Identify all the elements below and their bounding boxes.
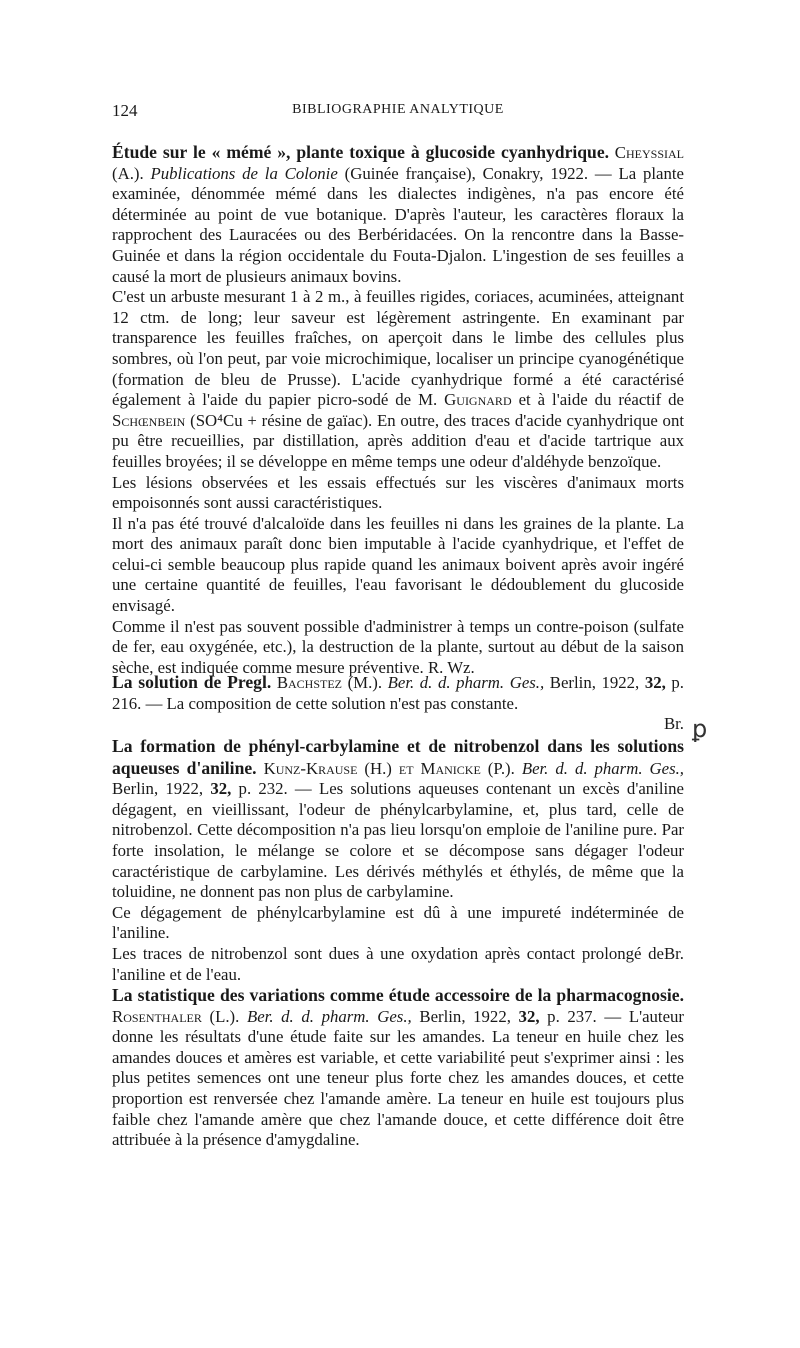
paragraph-text: (SO⁴Cu + résine de gaïac). En outre, des traces d'acide cyanhydrique ont pu être recueillies, par distillation, après addition d'eau et d'acide tartrique aux feuilles broyées; il se développe en même temps une odeur d'aldéhyde benzoïque. — [112, 410, 685, 471]
article-pregl — [112, 672, 684, 735]
paragraph: Les solutions aqueuses contenant un excès d'aniline dégagent, en vieillissant, l'odeur de phénylcarbylamine, et, plus tard, celle de nitrobenzol. Cette décomposition n'a pas lieu lorsqu'on emploie de l'aniline pure. Par forte insolation, le mélange se colore et se décompose sans dégager l'odeur caractéristique de carbylamine. Les dérivés méthylés et éthylés, de même que la toluidine, ne donnent pas non plus de carbylamine. — [112, 779, 685, 902]
article-meme — [112, 142, 684, 678]
article-volume: 32, — [518, 1006, 540, 1026]
paragraph: La composition de cette solution n'est pas constante. — [166, 693, 519, 713]
article-author: Rosenthaler (L.). — [112, 1006, 240, 1026]
paragraph: La plante examinée, dénommée mémé dans les dialectes indigènes, n'a pas encore été déterminée au point de vue botanique. D'après l'auteur, les caractères floraux la rapprochent des Lauracées ou des Berbéridacées. On la rencontre dans la Basse-Guinée et dans la région occidentale du Fouta-Djalon. L'ingestion de ses feuilles a causé la mort de plusieurs animaux bovins. — [112, 163, 684, 286]
article-citation: Berlin, 1922, — [549, 673, 640, 692]
article-source: Ber. d. d. pharm. Ges., — [521, 758, 685, 778]
article-statistique — [112, 985, 684, 1151]
paragraph — [112, 287, 684, 472]
article-volume: 32, — [210, 779, 232, 799]
article-title: Étude sur le « mémé », plante toxique à glucoside cyanhydrique. — [112, 142, 610, 162]
paragraph: L'auteur donne les résultats d'une étude faite sur les amandes. La teneur en huile chez les amandes douces et amères est variable, et cette variabilité peut s'exprimer ainsi : les plus petites semences ont une teneur plus forte chez les amandes douces, et cette proportion est renversée chez l'amande amère. La teneur en huile est toujours plus faible chez l'amande amère que chez l'amande douce, et cette différence doit être attribuée à la présence d'amygdaline. — [112, 1006, 685, 1150]
article-title: La statistique des variations comme étude accessoire de la pharmacognosie. — [112, 985, 684, 1005]
article-source: Ber. d. d. pharm. Ges., — [387, 673, 545, 692]
article-aniline-lead — [112, 736, 684, 903]
article-title: La solution de Pregl. — [112, 672, 272, 692]
margin-handwritten-mark: ꝑ — [692, 715, 708, 743]
page-header — [112, 101, 684, 123]
paragraph: Il n'a pas été trouvé d'alcaloïde dans les feuilles ni dans les graines de la plante. La mort des animaux paraît donc bien imputable à l'acide cyanhydrique, et l'effet de celui-ci semble beaucoup plus rapide quand les animaux boivent après avoir ingéré une certaine quantité de feuilles, l'eau favorisant le dédoublement du glucoside envisagé. — [112, 513, 684, 616]
article-citation: p. 216. — — [112, 673, 684, 713]
paragraph — [112, 944, 684, 985]
running-title: BIBLIOGRAPHIE ANALYTIQUE — [292, 102, 504, 117]
article-meme-lead — [112, 142, 684, 287]
article-citation: p. 237. — — [547, 1006, 622, 1026]
paragraph: Ce dégagement de phénylcarbylamine est dû à une impureté indéterminée de l'aniline. — [112, 902, 684, 943]
page-number: 124 — [112, 101, 138, 120]
article-author: Bachstez (M.). — [276, 673, 383, 692]
article-aniline — [112, 736, 684, 985]
article-title: La formation de phényl-carbylamine et de nitrobenzol dans les solutions aqueuses d'aniline. — [112, 736, 684, 778]
article-citation: p. 232. — — [238, 779, 312, 799]
person-name: Schœnbein — [112, 410, 186, 430]
signature: Br. — [663, 943, 684, 963]
paragraph-text: Les traces de nitrobenzol sont dues à une oxydation après contact prolongé de l'aniline et de l'eau. — [112, 943, 664, 984]
article-volume: 32, — [644, 673, 666, 692]
paragraph-text: et à l'aide du réactif de — [518, 390, 684, 410]
article-author: Cheyssial (A.). — [112, 143, 684, 183]
signature: Br. — [663, 714, 684, 734]
person-name: Guignard — [444, 390, 512, 410]
article-citation: (Guinée française), Conakry, 1922. — — [344, 163, 612, 183]
article-statistique-lead — [112, 985, 684, 1151]
signature: R. Wz. — [427, 657, 475, 677]
paragraph-text: Comme il n'est pas souvent possible d'administrer à temps un contre-poison (sulfate de fer, eau oxygénée, etc.), la destruction de la plante, surtout au début de la saison sèche, est indiquée comme mesure préventive. — [112, 616, 684, 677]
article-source: Ber. d. d. pharm. Ges., — [246, 1006, 412, 1026]
article-pregl-lead — [112, 672, 684, 714]
article-source: Publications de la Colonie — [150, 163, 338, 183]
article-author: Kunz-Krause (H.) et Manicke (P.). — [263, 758, 515, 778]
paragraph: Les lésions observées et les essais effectués sur les viscères d'animaux morts empoisonnés sont aussi caractéristiques. — [112, 472, 684, 513]
paragraph — [112, 617, 684, 679]
article-citation: Berlin, 1922, — [419, 1006, 511, 1026]
paragraph-text: C'est un arbuste mesurant 1 à 2 m., à feuilles rigides, coriaces, acuminées, atteignant 12 ctm. de long; leur saveur est légèrement astringente. En examinant par transparence les feuilles fraîches, on aperçoit dans le limbe des cellules plus sombres, où l'on peut, par voie microchimique, localiser un principe cyanogénétique (formation de bleu de Prusse). L'acide cyanhydrique formé a été caractérisé également à l'aide du papier picro-sodé de M. — [112, 287, 684, 410]
article-citation: Berlin, 1922, — [112, 779, 204, 799]
